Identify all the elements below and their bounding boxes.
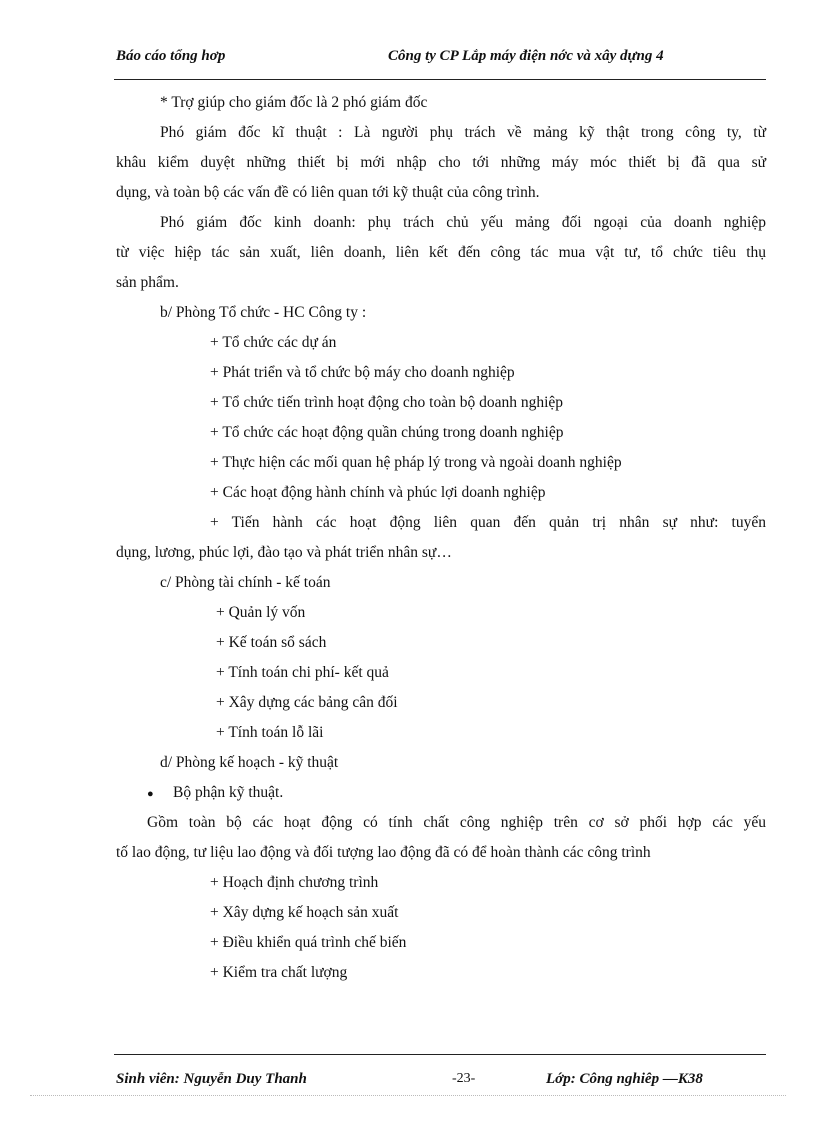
list-item: + Tổ chức các hoạt động quần chúng trong doanh nghiệp [210, 424, 564, 441]
list-item: + Quản lý vốn [216, 604, 306, 621]
list-item: + Tính toán lỗ lãi [216, 724, 324, 741]
page-header [116, 48, 766, 70]
header-rule [114, 79, 766, 80]
list-item: + Xây dựng kế hoạch sản xuất [210, 904, 399, 921]
footer-rule [114, 1054, 766, 1055]
list-item: + Hoạch định chương trình [210, 874, 379, 891]
paragraph-line: Gồm toàn bộ các hoạt động có tính chất công nghiệp trên cơ sở phối hợp các yếu [147, 814, 766, 831]
bullet-item: Bộ phận kỹ thuật. [173, 784, 284, 801]
list-item: + Các hoạt động hành chính và phúc lợi doanh nghiệp [210, 484, 546, 501]
list-item: + Kiểm tra chất lượng [210, 964, 348, 981]
paragraph-line: Phó giám đốc kĩ thuật : Là người phụ trách về mảng kỹ thật trong công ty, từ [160, 124, 766, 141]
page-bottom-border [30, 1095, 786, 1096]
section-heading: d/ Phòng kế hoạch - kỹ thuật [160, 754, 339, 771]
list-item: + Thực hiện các mối quan hệ pháp lý trong và ngoài doanh nghiệp [210, 454, 622, 471]
paragraph-line: khâu kiểm duyệt những thiết bị mới nhập cho tới những máy móc thiết bị đã qua sử [116, 154, 766, 171]
section-heading: c/ Phòng tài chính - kế toán [160, 574, 331, 591]
list-item: + Xây dựng các bảng cân đối [216, 694, 398, 711]
paragraph-line: dụng, và toàn bộ các vấn đề có liên quan tới kỹ thuật của công trình. [116, 184, 540, 201]
list-item: + Tính toán chi phí- kết quả [216, 664, 389, 681]
list-item: + Phát triển và tổ chức bộ máy cho doanh nghiệp [210, 364, 515, 381]
list-item: + Kế toán sổ sách [216, 634, 327, 651]
paragraph-line: Phó giám đốc kinh doanh: phụ trách chủ yếu mảng đối ngoại của doanh nghiệp [160, 214, 766, 231]
footer-student-name: Sinh viên: Nguyễn Duy Thanh [116, 1071, 307, 1087]
page-footer [116, 1071, 766, 1093]
page-number: -23- [452, 1071, 476, 1086]
list-item: + Điều khiển quá trình chế biến [210, 934, 407, 951]
list-item: + Tiến hành các hoạt động liên quan đến quản trị nhân sự như: tuyển [210, 514, 766, 531]
paragraph-line: tố lao động, tư liệu lao động và đối tượng lao động đã có để hoàn thành các công trình [116, 844, 651, 861]
footer-class-name: Lớp: Công nghiêp —K38 [546, 1071, 703, 1087]
list-item: + Tổ chức tiến trình hoạt động cho toàn bộ doanh nghiệp [210, 394, 564, 411]
section-heading: b/ Phòng Tổ chức - HC Công ty : [160, 304, 367, 321]
list-item-continuation: dụng, lương, phúc lợi, đào tạo và phát triển nhân sự… [116, 544, 452, 561]
bullet-icon: ● [147, 788, 154, 800]
header-report-title: Báo cáo tổng hơp [116, 48, 226, 64]
assistant-note: * Trợ giúp cho giám đốc là 2 phó giám đốc [160, 94, 428, 111]
paragraph-line: sản phẩm. [116, 274, 179, 291]
list-item: + Tổ chức các dự án [210, 334, 337, 351]
paragraph-line: từ việc hiệp tác sản xuất, liên doanh, liên kết đến công tác mua vật tư, tổ chức tiêu thụ [116, 244, 766, 261]
header-company-name: Công ty CP Lắp máy điện nớc và xây dựng 4 [388, 48, 664, 64]
